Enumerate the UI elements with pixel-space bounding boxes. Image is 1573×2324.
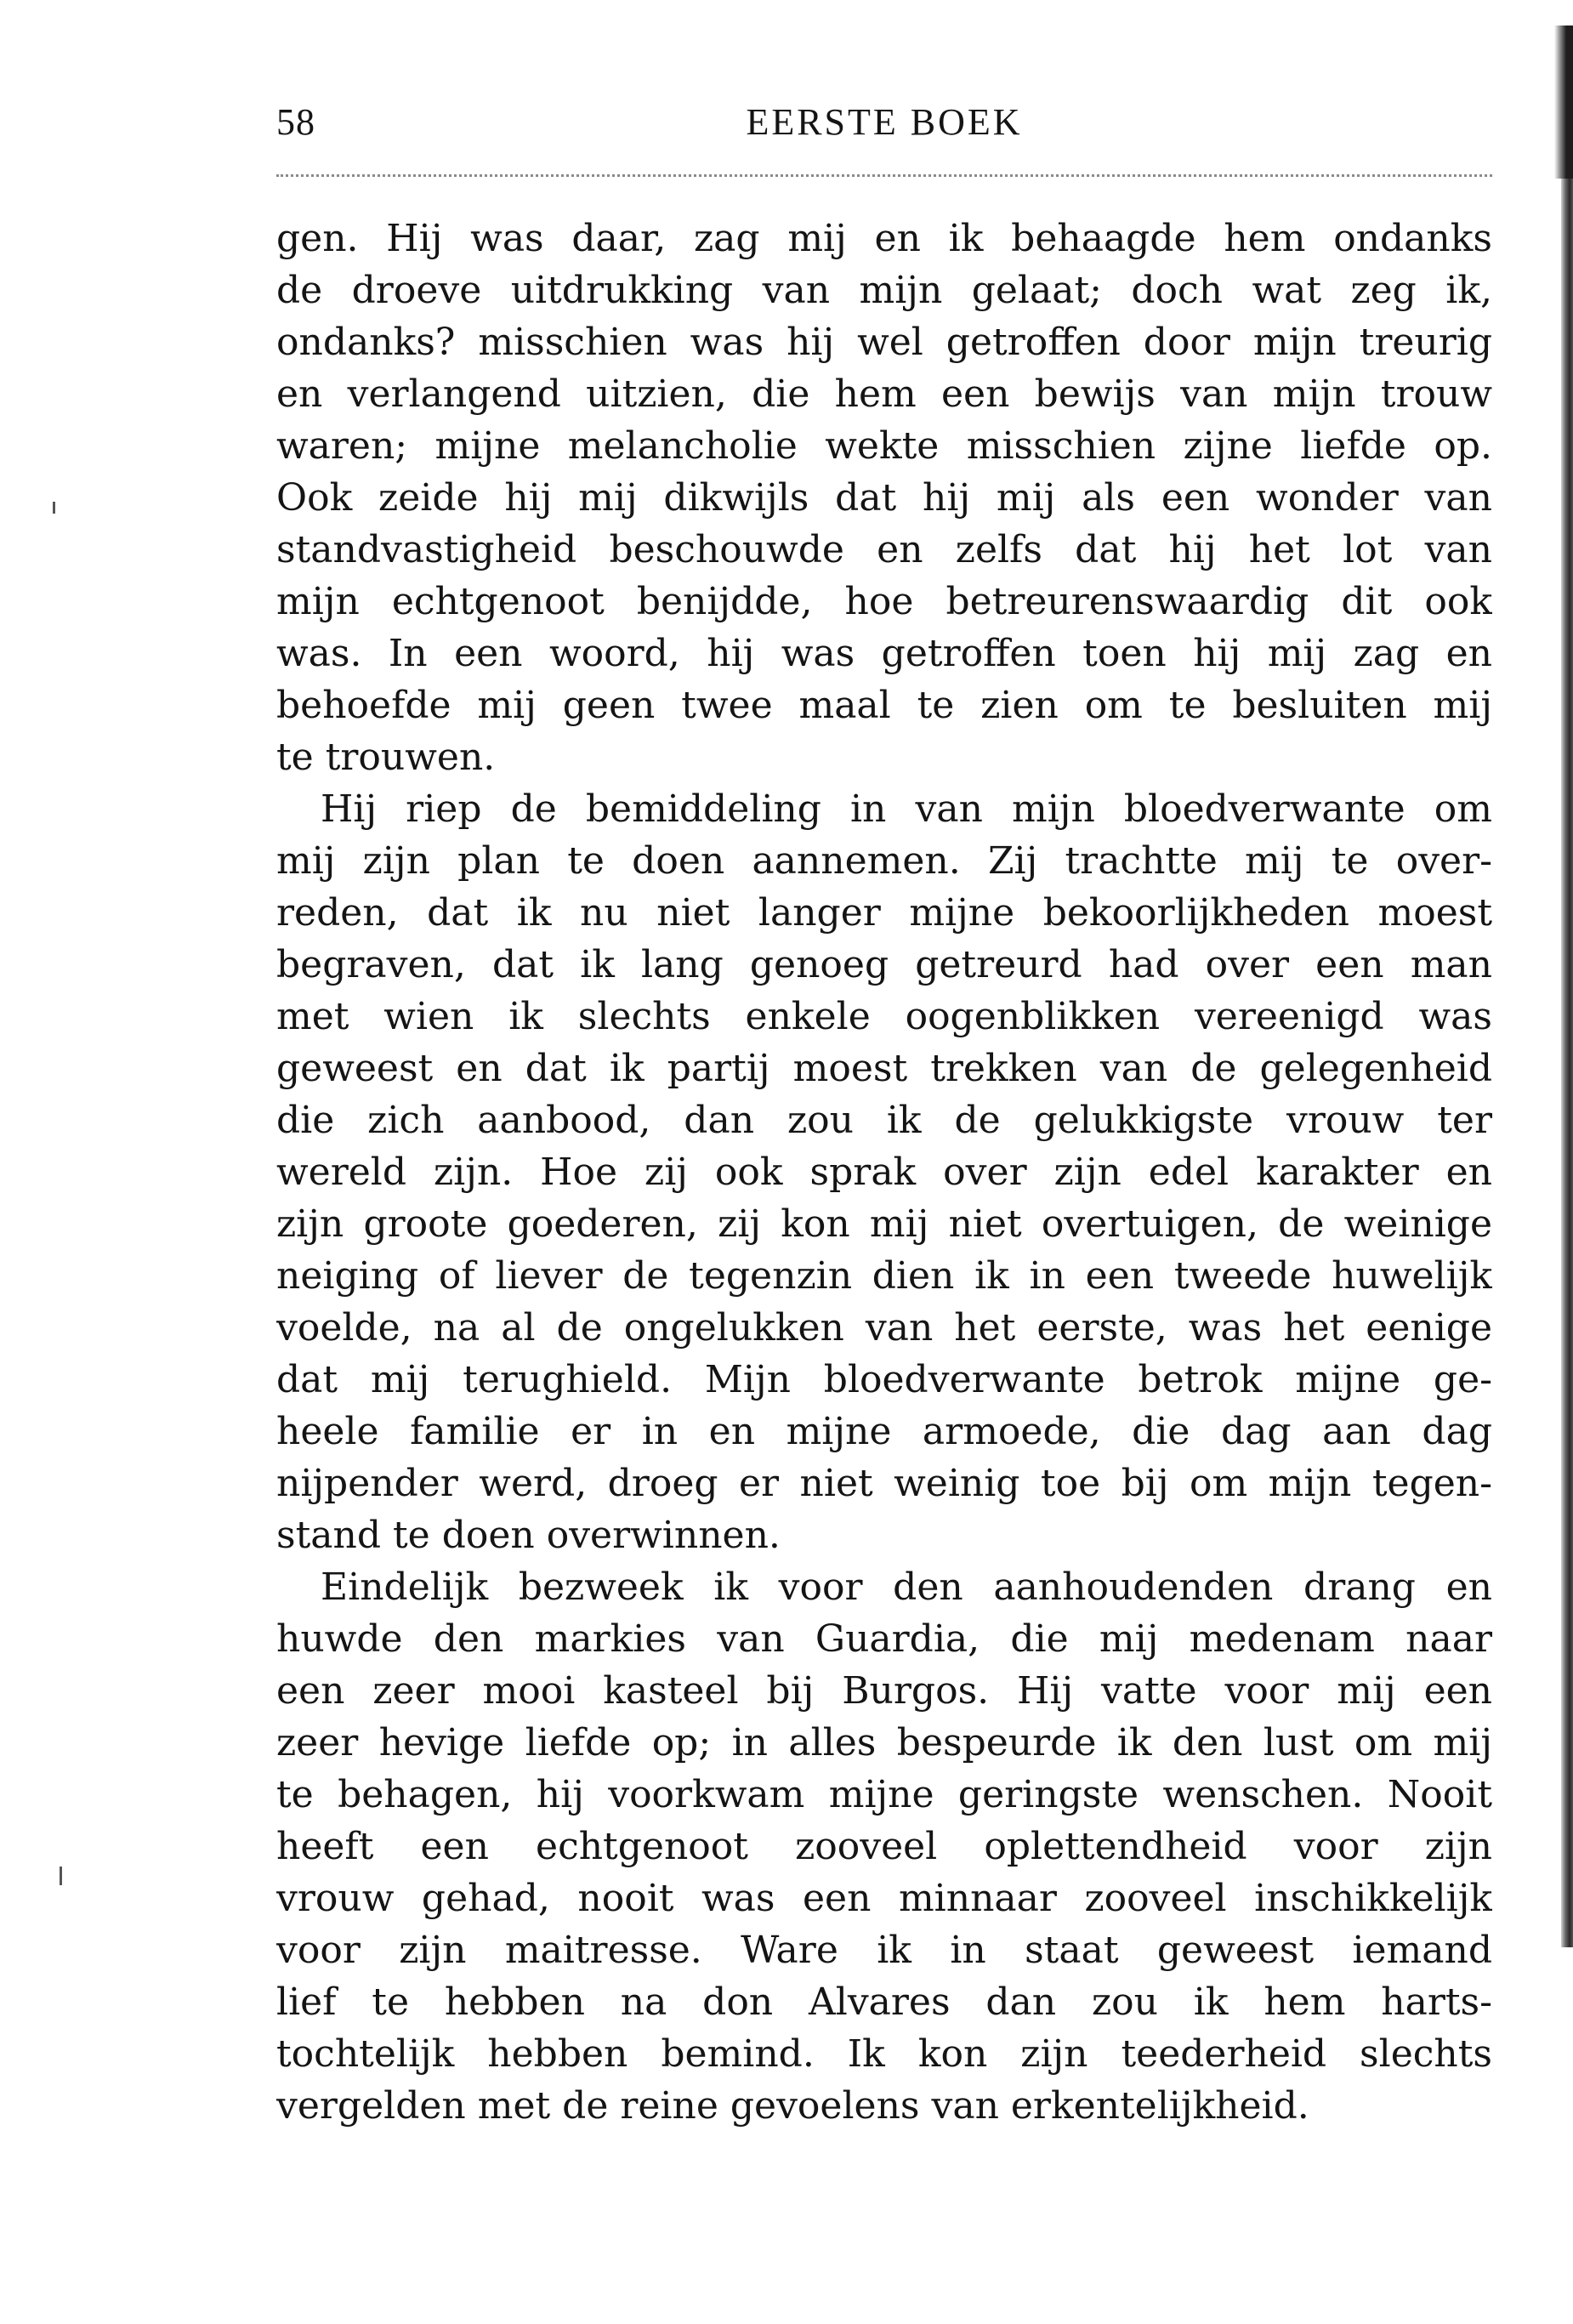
text-line: dat mij terughield. Mijn bloedverwante betrok mijne ge- bbox=[276, 1358, 1492, 1401]
paragraph bbox=[276, 783, 1492, 1561]
scan-edge-shadow bbox=[1561, 26, 1573, 1947]
margin-speck bbox=[53, 502, 55, 514]
scan-edge-shadow-top bbox=[1554, 26, 1573, 179]
book-title: EERSTE BOEK bbox=[746, 101, 1023, 143]
text-line: geweest en dat ik partij moest trekken van de gelegenheid bbox=[276, 1047, 1492, 1090]
header-rule bbox=[276, 174, 1492, 177]
text-line: lief te hebben na don Alvares dan zou ik hem harts- bbox=[276, 1980, 1492, 2024]
text-line: tochtelijk hebben bemind. Ik kon zijn teederheid slechts bbox=[276, 2032, 1492, 2076]
paragraph bbox=[276, 1561, 1492, 2132]
text-line: te behagen, hij voorkwam mijne geringste wenschen. Nooit bbox=[276, 1773, 1492, 1816]
text-line: Ook zeide hij mij dikwijls dat hij mij als een wonder van bbox=[276, 476, 1492, 520]
paragraph bbox=[276, 213, 1492, 783]
text-line: reden, dat ik nu niet langer mijne bekoorlijkheden moest bbox=[276, 891, 1492, 935]
text-line: wereld zijn. Hoe zij ook sprak over zijn edel karakter en bbox=[276, 1151, 1492, 1194]
text-line: heele familie er in en mijne armoede, die dag aan dag bbox=[276, 1410, 1492, 1453]
text-line: begraven, dat ik lang genoeg getreurd had over een man bbox=[276, 943, 1492, 986]
running-head bbox=[276, 100, 1492, 160]
text-line: vergelden met de reine gevoelens van erkentelijkheid. bbox=[276, 2084, 1309, 2128]
text-line: mijn echtgenoot benijdde, hoe betreurenswaardig dit ook bbox=[276, 580, 1492, 623]
text-line: Eindelijk bezweek ik voor den aanhoudenden drang en bbox=[321, 1565, 1492, 1609]
text-line: en verlangend uitzien, die hem een bewijs van mijn trouw bbox=[276, 372, 1492, 416]
text-line: mij zijn plan te doen aannemen. Zij trachtte mij te over- bbox=[276, 839, 1492, 883]
text-line: zijn groote goederen, zij kon mij niet overtuigen, de weinige bbox=[276, 1202, 1492, 1246]
body-text bbox=[276, 213, 1492, 2132]
text-line: Hij riep de bemiddeling in van mijn bloedverwante om bbox=[321, 787, 1492, 831]
text-line: vrouw gehad, nooit was een minnaar zooveel inschikkelijk bbox=[276, 1877, 1492, 1920]
text-line: de droeve uitdrukking van mijn gelaat; doch wat zeg ik, bbox=[276, 269, 1492, 312]
text-line: heeft een echtgenoot zooveel oplettendheid voor zijn bbox=[276, 1825, 1492, 1868]
text-line: stand te doen overwinnen. bbox=[276, 1514, 781, 1557]
text-line: huwde den markies van Guardia, die mij medenam naar bbox=[276, 1617, 1492, 1661]
text-line: die zich aanbood, dan zou ik de gelukkigste vrouw ter bbox=[276, 1099, 1492, 1142]
text-line: gen. Hij was daar, zag mij en ik behaagde hem ondanks bbox=[276, 217, 1492, 260]
text-line: zeer hevige liefde op; in alles bespeurde ik den lust om mij bbox=[276, 1721, 1492, 1764]
text-line: waren; mijne melancholie wekte misschien zijne liefde op. bbox=[276, 424, 1492, 468]
text-line: voor zijn maitresse. Ware ik in staat geweest iemand bbox=[276, 1929, 1492, 1972]
text-line: een zeer mooi kasteel bij Burgos. Hij vatte voor mij een bbox=[276, 1669, 1492, 1713]
text-line: voelde, na al de ongelukken van het eerste, was het eenige bbox=[276, 1306, 1492, 1350]
text-line: met wien ik slechts enkele oogenblikken vereenigd was bbox=[276, 995, 1492, 1038]
text-line: standvastigheid beschouwde en zelfs dat hij het lot van bbox=[276, 528, 1492, 571]
text-line: te trouwen. bbox=[276, 736, 496, 779]
text-line: was. In een woord, hij was getroffen toen hij mij zag en bbox=[276, 632, 1492, 675]
text-line: ondanks? misschien was hij wel getroffen door mijn treurig bbox=[276, 321, 1492, 364]
text-line: behoefde mij geen twee maal te zien om te besluiten mij bbox=[276, 684, 1492, 727]
text-line: neiging of liever de tegenzin dien ik in een tweede huwelijk bbox=[276, 1254, 1492, 1298]
text-line: nijpender werd, droeg er niet weinig toe bij om mijn tegen- bbox=[276, 1462, 1492, 1505]
margin-speck bbox=[60, 1867, 62, 1885]
page-number: 58 bbox=[276, 101, 315, 143]
